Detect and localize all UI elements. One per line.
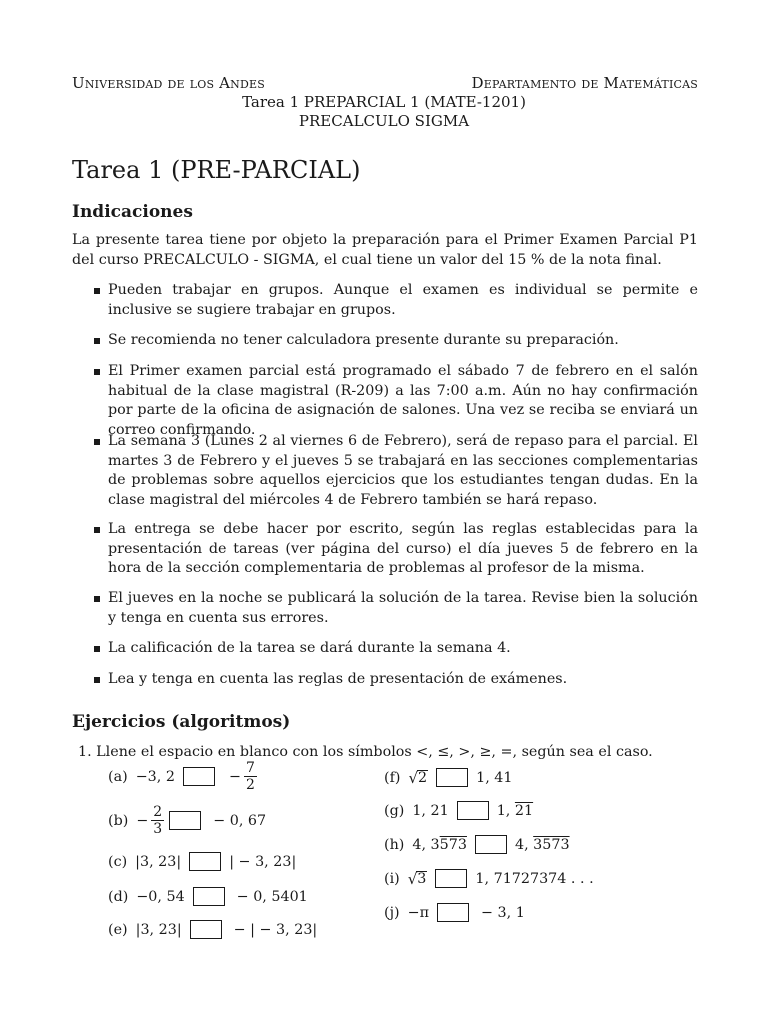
exercise-item-b: (b) − $\frac{2}{3}$ − 0, 67	[108, 804, 267, 837]
bullet-icon	[94, 646, 100, 652]
list-item: El Primer examen parcial está programado el sábado 7 de febrero en el salón habitual de la clase magistral (R-209) a las 7:00 a.m. Aún no hay confirmación por parte de la oficina de asignación de salones. Una vez se reciba se enviará un correo confirmando.	[72, 362, 698, 440]
fraction: $\frac{2}{3}$	[153, 804, 163, 837]
exercise-item-a: (a) −3, 2 − $\frac{7}{2}$	[108, 760, 255, 793]
header-university: Universidad de los Andes	[72, 74, 265, 92]
exercise-item-f: (f) √ 2 1, 41	[384, 768, 513, 787]
bullet-icon	[94, 596, 100, 602]
exercise-item-i: (i) √ 3 1, 71727374 . . .	[384, 869, 594, 888]
header-subtitle: PRECALCULO SIGMA	[298, 112, 470, 130]
bullet-icon	[94, 338, 100, 344]
answer-box-i[interactable]	[435, 869, 467, 888]
answer-box-c[interactable]	[189, 852, 221, 871]
section-heading-ejercicios: Ejercicios (algoritmos)	[72, 712, 291, 732]
list-item: Se recomienda no tener calculadora presente durante su preparación.	[72, 331, 698, 351]
bullet-icon	[94, 288, 100, 294]
exercise-item-g: (g) 1, 21 1, 21	[384, 802, 534, 819]
answer-box-f[interactable]	[436, 768, 468, 787]
page-title: Tarea 1 (PRE-PARCIAL)	[72, 156, 361, 184]
header-department: Departamento de Matemáticas	[471, 74, 698, 92]
section-heading-indicaciones: Indicaciones	[72, 202, 193, 222]
exercise-item-d: (d) −0, 54 − 0, 5401	[108, 888, 308, 905]
header-course: Tarea 1 PREPARCIAL 1 (MATE-1201)	[242, 93, 526, 111]
bullet-icon	[94, 369, 100, 375]
list-item: Pueden trabajar en grupos. Aunque el examen es individual se permite e inclusive se sugiere trabajar en grupos.	[72, 281, 698, 320]
answer-box-b[interactable]	[169, 811, 201, 830]
answer-box-e[interactable]	[190, 920, 222, 939]
bullet-icon	[94, 677, 100, 683]
list-item: El jueves en la noche se publicará la solución de la tarea. Revise bien la solución y tenga en cuenta sus errores.	[72, 589, 698, 628]
exercise-item-h: (h) 4, 3 573 4, 3573	[384, 836, 570, 853]
list-item: La semana 3 (Lunes 2 al viernes 6 de Febrero), será de repaso para el parcial. El martes 3 de Febrero y el jueves 5 se trabajará en las secciones complementarias de problemas sobre aquellos ejercicios que los estudiantes tengan dudas. En la clase magistral del miércoles 4 de Febrero también se hará repaso.	[72, 432, 698, 510]
fraction: $\frac{7}{2}$	[245, 760, 255, 793]
answer-box-j[interactable]	[437, 903, 469, 922]
answer-box-g[interactable]	[457, 801, 489, 820]
bullet-icon	[94, 527, 100, 533]
sqrt: √ 2	[408, 768, 428, 787]
intro-paragraph: La presente tarea tiene por objeto la preparación para el Primer Examen Parcial P1 del curso PRECALCULO - SIGMA, el cual tiene un valor del 15 % de la nota final.	[72, 232, 698, 268]
answer-box-a[interactable]	[183, 767, 215, 786]
exercise-item-c: (c) |3, 23| | − 3, 23|	[108, 853, 297, 870]
answer-box-d[interactable]	[193, 887, 225, 906]
list-item: La calificación de la tarea se dará durante la semana 4.	[72, 639, 698, 659]
exercise-item-j: (j) −π − 3, 1	[384, 904, 525, 921]
sqrt: √ 3	[407, 869, 427, 888]
exercise-item-e: (e) |3, 23| − | − 3, 23|	[108, 921, 318, 938]
answer-box-h[interactable]	[475, 835, 507, 854]
exercise-1-prompt: 1. Llene el espacio en blanco con los símbolos <, ≤, >, ≥, =, según sea el caso.	[78, 744, 653, 760]
list-item: La entrega se debe hacer por escrito, según las reglas establecidas para la presentación de tareas (ver página del curso) el día jueves 5 de febrero en la hora de la sección complementaria de problemas al profesor de la misma.	[72, 520, 698, 579]
bullet-icon	[94, 439, 100, 445]
list-item: Lea y tenga en cuenta las reglas de presentación de exámenes.	[72, 670, 698, 690]
